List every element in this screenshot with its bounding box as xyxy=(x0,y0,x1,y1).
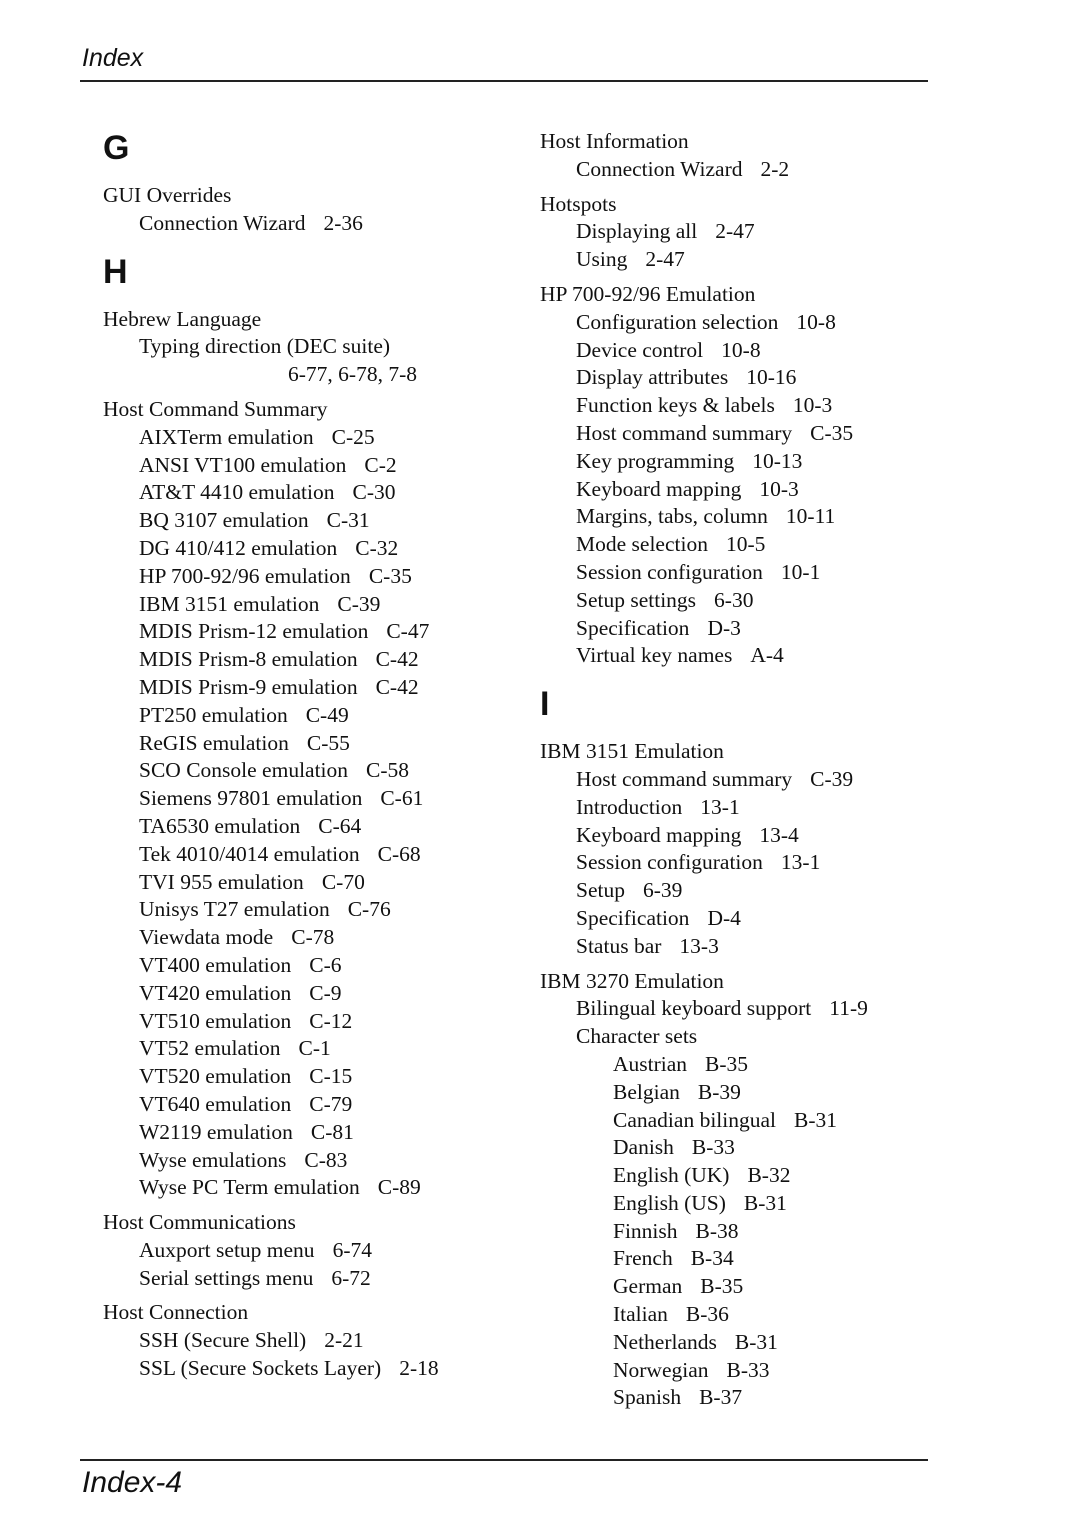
index-subentry xyxy=(540,1357,940,1385)
page-ref: C-61 xyxy=(380,786,424,811)
subentry-text: Connection Wizard xyxy=(576,156,743,181)
page-ref: 13-3 xyxy=(679,933,719,958)
subentry-text: Device control xyxy=(576,337,704,362)
page-ref: 13-1 xyxy=(780,850,821,875)
index-term: Host Communications xyxy=(103,1210,296,1235)
subentry-text: ReGIS emulation xyxy=(139,730,289,755)
page-ref: C-42 xyxy=(375,647,419,672)
index-subentry xyxy=(103,1174,503,1202)
subentry-text: Bilingual keyboard support xyxy=(576,996,812,1021)
subentry-text: VT520 emulation xyxy=(139,1064,292,1089)
index-subentry xyxy=(540,503,940,531)
index-subentry: Typing direction (DEC suite) xyxy=(139,334,391,359)
index-subentry xyxy=(540,476,940,504)
subentry-text: TVI 955 emulation xyxy=(139,869,304,894)
index-subentry xyxy=(103,591,503,619)
index-subentry xyxy=(103,1091,503,1119)
page-ref: B-31 xyxy=(734,1329,778,1354)
page-ref: 2-2 xyxy=(760,156,790,181)
subentry-text: Setup settings xyxy=(576,587,697,612)
index-subentry xyxy=(103,563,503,591)
page-ref: C-12 xyxy=(309,1008,353,1033)
subentry-text: Wyse emulations xyxy=(139,1147,287,1172)
subentry-text: Serial settings menu xyxy=(139,1265,314,1290)
page-ref: 10-16 xyxy=(746,365,797,390)
subentry-text: Session configuration xyxy=(576,559,763,584)
index-subentry xyxy=(540,309,940,337)
subentry-text: Finnish xyxy=(613,1218,678,1243)
index-subentry xyxy=(540,448,940,476)
index-subentry xyxy=(540,995,940,1023)
sub-list xyxy=(103,1237,503,1293)
page-ref: C-47 xyxy=(386,619,430,644)
page-ref: 2-21 xyxy=(324,1328,364,1353)
footer-rule xyxy=(80,1459,928,1461)
page-ref: B-39 xyxy=(697,1079,741,1104)
page-ref: B-34 xyxy=(690,1246,734,1271)
subentry-text: Belgian xyxy=(613,1079,680,1104)
page-ref: C-31 xyxy=(326,508,370,533)
page-ref: 6-39 xyxy=(642,878,683,903)
index-subentry xyxy=(540,1107,940,1135)
index-subentry xyxy=(540,877,940,905)
subentry-text: Netherlands xyxy=(613,1329,717,1354)
subentry-text: Tek 4010/4014 emulation xyxy=(139,841,360,866)
subentry-text: English (UK) xyxy=(613,1163,730,1188)
page-ref: C-6 xyxy=(309,952,342,977)
page-ref: B-31 xyxy=(743,1190,787,1215)
running-header-title: Index xyxy=(82,44,144,72)
subentry-text: Connection Wizard xyxy=(139,210,306,235)
subentry-text: Using xyxy=(576,247,628,272)
subentry-text: VT510 emulation xyxy=(139,1008,292,1033)
index-subentry xyxy=(540,337,940,365)
page-ref: C-83 xyxy=(304,1147,348,1172)
subentry-text: Host command summary xyxy=(576,766,793,791)
page-ref: 2-36 xyxy=(323,210,363,235)
index-entry-hebrew-language xyxy=(103,306,503,389)
index-subentry xyxy=(540,364,940,392)
subentry-text: SCO Console emulation xyxy=(139,758,349,783)
page-ref: B-31 xyxy=(794,1107,838,1132)
page-ref: C-68 xyxy=(377,841,421,866)
page-ref: B-33 xyxy=(726,1357,770,1382)
page-ref: 6-72 xyxy=(331,1265,371,1290)
index-column-right xyxy=(540,128,940,1419)
subentry-text: Siemens 97801 emulation xyxy=(139,786,363,811)
page-ref: 6-74 xyxy=(332,1237,372,1262)
index-subentry xyxy=(103,1265,503,1293)
page-ref: 11-9 xyxy=(829,996,868,1021)
subentry-text: Spanish xyxy=(613,1385,682,1410)
page-ref: 2-18 xyxy=(399,1356,439,1381)
index-subentry xyxy=(540,905,940,933)
subentry-text: Viewdata mode xyxy=(139,925,274,950)
subentry-text: VT640 emulation xyxy=(139,1091,292,1116)
sub-sub-list xyxy=(540,1051,940,1412)
header-rule xyxy=(80,80,928,82)
subentry-text: SSH (Secure Shell) xyxy=(139,1328,307,1353)
index-subentry xyxy=(103,452,503,480)
page-ref: B-35 xyxy=(700,1274,744,1299)
subentry-text: Keyboard mapping xyxy=(576,476,742,501)
page-ref: C-79 xyxy=(309,1091,353,1116)
subentry-text: Canadian bilingual xyxy=(613,1107,777,1132)
page-ref: 10-3 xyxy=(792,393,833,418)
index-subentry xyxy=(103,757,503,785)
page-ref: 2-47 xyxy=(645,247,685,272)
subentry-text: IBM 3151 emulation xyxy=(139,591,320,616)
subentry-text: MDIS Prism-12 emulation xyxy=(139,619,369,644)
subentry-text: Danish xyxy=(613,1135,674,1160)
index-subentry xyxy=(540,218,940,246)
index-subentry xyxy=(540,1134,940,1162)
page-ref: C-76 xyxy=(347,897,391,922)
subentry-text: ANSI VT100 emulation xyxy=(139,452,347,477)
index-term: Hebrew Language xyxy=(103,306,262,331)
page-ref: C-42 xyxy=(375,674,419,699)
index-term: IBM 3270 Emulation xyxy=(540,968,724,993)
index-entry-host-communications xyxy=(103,1209,503,1292)
subentry-text: Setup xyxy=(576,878,625,903)
subentry-text: Keyboard mapping xyxy=(576,822,742,847)
index-subentry xyxy=(103,980,503,1008)
index-subentry xyxy=(103,1355,503,1383)
page-ref: 10-8 xyxy=(796,309,836,334)
page-ref: 10-5 xyxy=(725,532,766,557)
subentry-text: HP 700-92/96 emulation xyxy=(139,563,351,588)
subentry-text: DG 410/412 emulation xyxy=(139,535,338,560)
section-letter-g: G xyxy=(103,129,130,167)
subentry-text: Host command summary xyxy=(576,420,793,445)
index-subentry xyxy=(540,1051,940,1079)
index-subentry xyxy=(103,730,503,758)
index-subentry xyxy=(103,1035,503,1063)
index-subentry xyxy=(103,618,503,646)
index-term: Host Command Summary xyxy=(103,396,328,421)
page-ref: B-33 xyxy=(691,1135,735,1160)
page-ref: 10-11 xyxy=(785,504,836,529)
page-ref: C-1 xyxy=(298,1036,331,1061)
subentry-text: Specification xyxy=(576,615,690,640)
subentry-text: Display attributes xyxy=(576,365,729,390)
index-subentry xyxy=(540,933,940,961)
page-ref: 10-1 xyxy=(780,559,821,584)
page-ref: C-89 xyxy=(377,1175,421,1200)
index-entry-hotspots xyxy=(540,191,940,274)
subentry-text: W2119 emulation xyxy=(139,1119,293,1144)
subentry-text: Mode selection xyxy=(576,532,708,557)
index-subentry xyxy=(103,479,503,507)
subentry-text: Key programming xyxy=(576,448,735,473)
sub-list xyxy=(540,309,940,670)
index-subentry xyxy=(540,1218,940,1246)
page-ref: C-2 xyxy=(364,452,397,477)
subentry-text: BQ 3107 emulation xyxy=(139,508,309,533)
subentry-text: Displaying all xyxy=(576,219,698,244)
index-subentry xyxy=(540,531,940,559)
index-subentry xyxy=(103,424,503,452)
index-subentry xyxy=(540,246,940,274)
section-letter-h: H xyxy=(103,252,128,291)
subentry-text: English (US) xyxy=(613,1190,726,1215)
page-ref: C-58 xyxy=(366,758,410,783)
subentry-text: Unisys T27 emulation xyxy=(139,897,330,922)
page-ref: C-32 xyxy=(355,535,399,560)
index-subentry xyxy=(103,785,503,813)
index-subentry xyxy=(540,1245,940,1273)
index-subentry xyxy=(540,587,940,615)
index-subentry xyxy=(103,507,503,535)
subentry-text: Wyse PC Term emulation xyxy=(139,1175,360,1200)
index-entry-hp-emulation xyxy=(540,281,940,670)
page-ref: 13-4 xyxy=(759,822,799,847)
index-subentry xyxy=(103,813,503,841)
subentry-text: Introduction xyxy=(576,794,683,819)
subentry-text: Norwegian xyxy=(613,1357,709,1382)
index-subentry xyxy=(540,156,940,184)
page-ref: B-38 xyxy=(695,1218,739,1243)
index-subentry xyxy=(540,420,940,448)
page-ref: A-4 xyxy=(750,643,784,668)
index-subentry xyxy=(540,392,940,420)
page-ref: C-35 xyxy=(368,563,412,588)
index-subentry xyxy=(103,1119,503,1147)
index-subentry xyxy=(540,1329,940,1357)
page-ref: 2-47 xyxy=(715,219,755,244)
page-ref: C-15 xyxy=(309,1064,353,1089)
page-ref: C-30 xyxy=(352,480,396,505)
index-subentry xyxy=(103,841,503,869)
subentry-text: French xyxy=(613,1246,673,1271)
index-subentry xyxy=(103,674,503,702)
page-ref: C-70 xyxy=(321,869,365,894)
index-term: HP 700-92/96 Emulation xyxy=(540,281,756,306)
page-ref: 10-13 xyxy=(752,448,803,473)
index-term: GUI Overrides xyxy=(103,183,232,207)
subentry-text: MDIS Prism-8 emulation xyxy=(139,647,358,672)
index-subentry xyxy=(540,559,940,587)
index-subentry xyxy=(103,924,503,952)
subentry-text: SSL (Secure Sockets Layer) xyxy=(139,1356,382,1381)
subentry-text: VT400 emulation xyxy=(139,952,292,977)
sub-list xyxy=(540,995,940,1023)
sub-list xyxy=(103,1327,503,1383)
subentry-text: Specification xyxy=(576,905,690,930)
page-ref: C-49 xyxy=(305,702,349,727)
page-ref: 10-3 xyxy=(759,476,799,501)
subentry-text: AIXTerm emulation xyxy=(139,424,314,449)
index-entry-host-command-summary xyxy=(103,396,503,1202)
page-ref: B-36 xyxy=(685,1302,729,1327)
subentry-text: VT420 emulation xyxy=(139,980,292,1005)
page-ref: B-32 xyxy=(747,1163,791,1188)
page-ref: C-39 xyxy=(337,591,381,616)
subentry-text: Function keys & labels xyxy=(576,393,775,418)
page-number: Index-4 xyxy=(82,1466,183,1499)
index-subentry xyxy=(103,896,503,924)
subentry-text: Italian xyxy=(613,1302,668,1327)
index-term: Host Information xyxy=(540,129,689,153)
index-term: Host Connection xyxy=(103,1300,249,1325)
index-subentry xyxy=(540,1079,940,1107)
index-subentry xyxy=(540,766,940,794)
index-subentry xyxy=(103,1063,503,1091)
page-ref: C-64 xyxy=(318,813,362,838)
page-ref: C-55 xyxy=(306,730,350,755)
sub-list xyxy=(540,156,940,184)
subentry-text: Austrian xyxy=(613,1051,688,1076)
index-subentry xyxy=(103,646,503,674)
index-subentry xyxy=(103,1147,503,1175)
subentry-text: Auxport setup menu xyxy=(139,1237,315,1262)
sub-list xyxy=(103,424,503,1202)
index-subentry xyxy=(540,1162,940,1190)
index-subentry xyxy=(540,822,940,850)
index-subentry xyxy=(103,1008,503,1036)
index-page-refs: 6-77, 6-78, 7-8 xyxy=(288,362,417,387)
page-ref: C-81 xyxy=(310,1119,354,1144)
index-subentry-character-sets: Character sets xyxy=(576,1024,698,1049)
page-ref: C-39 xyxy=(810,766,854,791)
subentry-text: German xyxy=(613,1274,683,1299)
index-subentry xyxy=(540,1190,940,1218)
sub-list xyxy=(540,218,940,274)
page-ref: 6-30 xyxy=(714,587,754,612)
index-subentry xyxy=(540,642,940,670)
page-ref: C-9 xyxy=(309,980,342,1005)
subentry-text: MDIS Prism-9 emulation xyxy=(139,674,358,699)
page-ref: 10-8 xyxy=(721,337,761,362)
subentry-text: AT&T 4410 emulation xyxy=(139,480,335,505)
index-subentry xyxy=(540,849,940,877)
page-ref: C-78 xyxy=(291,925,335,950)
subentry-text: Virtual key names xyxy=(576,643,733,668)
index-subentry xyxy=(540,794,940,822)
index-entry-ibm-3151 xyxy=(540,738,940,960)
index-subentry xyxy=(103,1237,503,1265)
subentry-text: Margins, tabs, column xyxy=(576,504,768,529)
index-entry-host-connection xyxy=(103,1299,503,1382)
index-entry-ibm-3270 xyxy=(540,968,940,1413)
index-subentry xyxy=(103,535,503,563)
page-ref: B-37 xyxy=(699,1385,743,1410)
subentry-text: Session configuration xyxy=(576,850,763,875)
index-subentry xyxy=(103,210,503,238)
page-ref: D-4 xyxy=(707,905,741,930)
index-entry-gui-overrides xyxy=(103,182,503,238)
page-ref: 13-1 xyxy=(700,794,740,819)
index-column-left xyxy=(103,128,503,1390)
page-ref: C-35 xyxy=(810,420,854,445)
sub-list xyxy=(540,766,940,961)
subentry-text: Configuration selection xyxy=(576,309,779,334)
index-subentry xyxy=(103,869,503,897)
index-term: Hotspots xyxy=(540,191,617,216)
index-subentry xyxy=(540,615,940,643)
index-subentry xyxy=(103,702,503,730)
index-entry-host-information xyxy=(540,128,940,184)
index-term: IBM 3151 Emulation xyxy=(540,739,724,764)
section-letter-i: I xyxy=(540,685,550,724)
page-ref: B-35 xyxy=(705,1051,749,1076)
subentry-text: Status bar xyxy=(576,933,662,958)
subentry-text: PT250 emulation xyxy=(139,702,288,727)
subentry-text: TA6530 emulation xyxy=(139,813,301,838)
index-subentry xyxy=(540,1301,940,1329)
page-ref: C-25 xyxy=(331,424,375,449)
index-subentry xyxy=(540,1273,940,1301)
page-ref: D-3 xyxy=(707,615,741,640)
index-subentry xyxy=(103,1327,503,1355)
sub-list xyxy=(103,210,503,238)
index-subentry xyxy=(103,952,503,980)
subentry-text: VT52 emulation xyxy=(139,1036,281,1061)
index-subentry xyxy=(540,1384,940,1412)
